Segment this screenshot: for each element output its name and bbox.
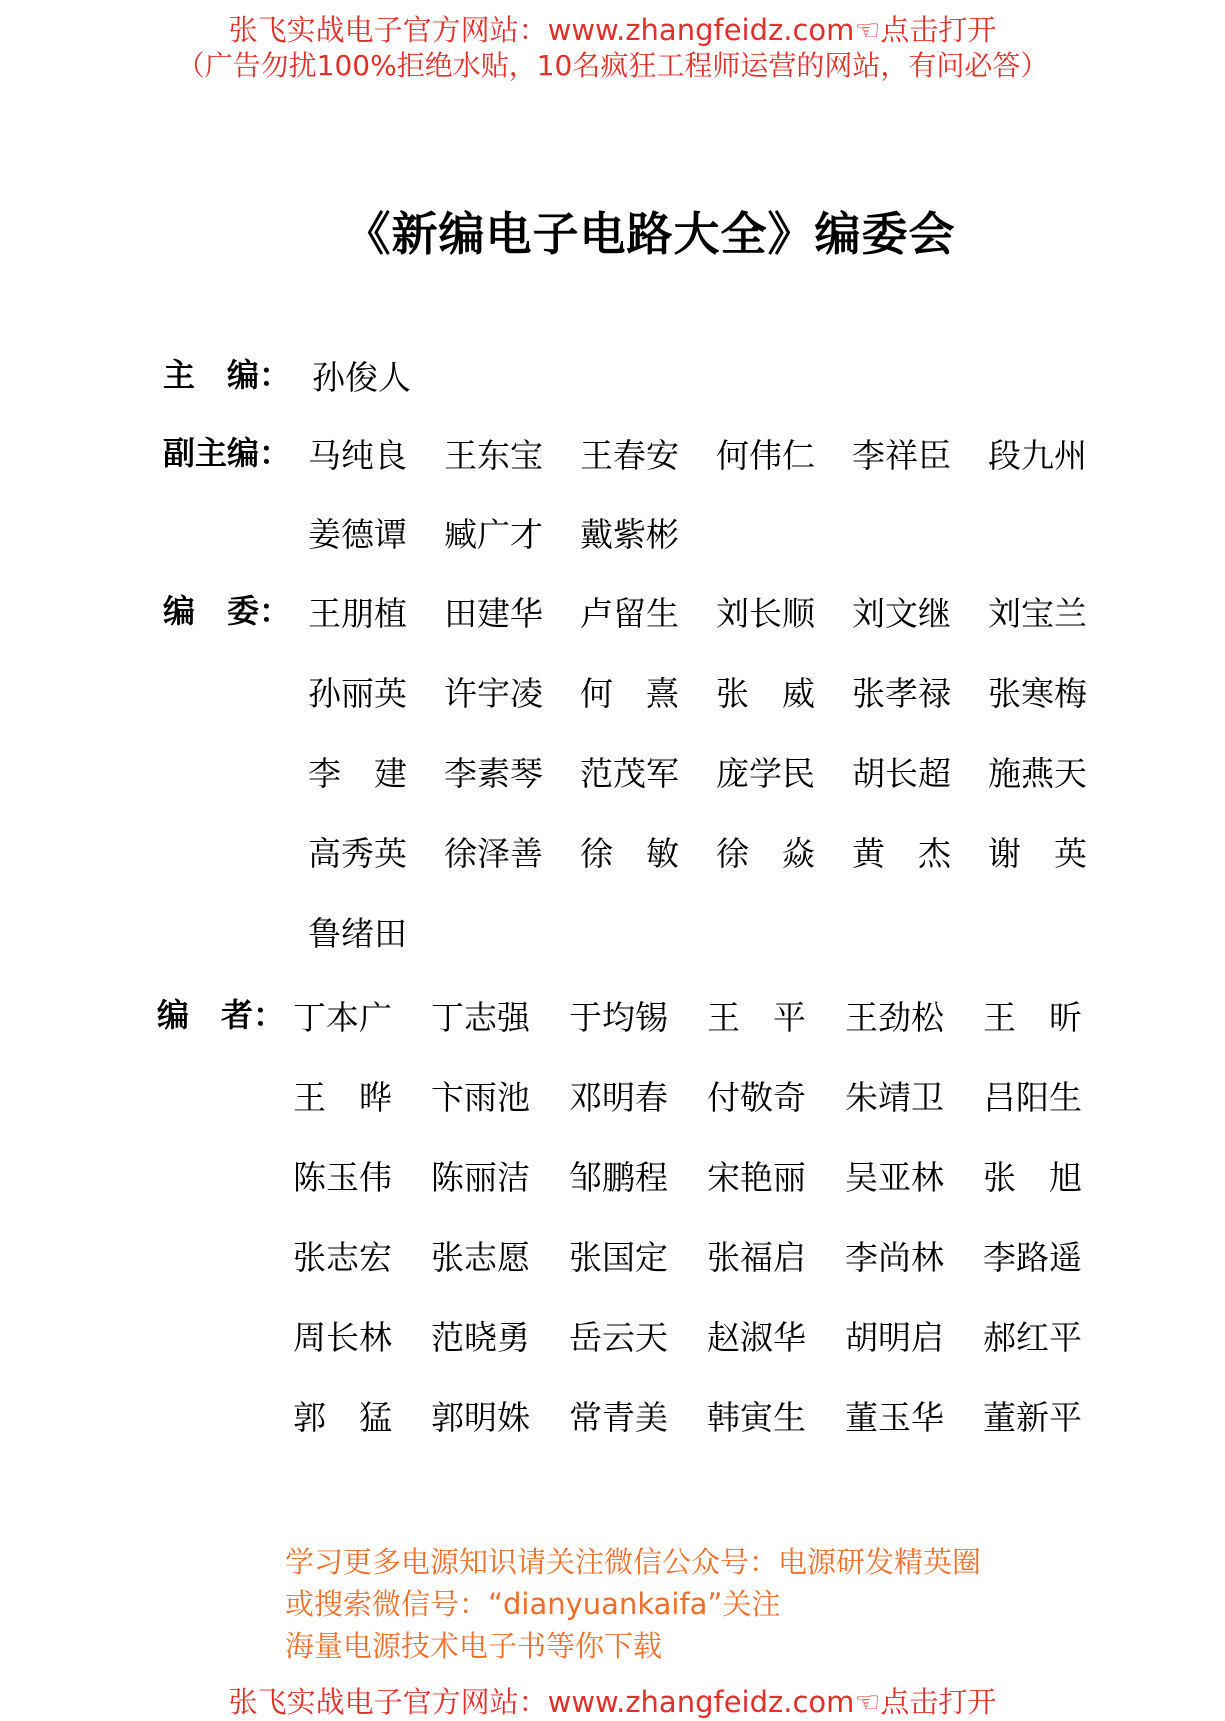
author-name: 吴亚林: [845, 1158, 944, 1197]
deputy-editor-name: 王春安: [580, 436, 679, 475]
promo-line-1: 学习更多电源知识请关注微信公众号：电源研发精英圈: [285, 1545, 982, 1579]
author-name: 付敬奇: [707, 1078, 806, 1117]
committee-member-name: 高秀英: [308, 834, 407, 873]
committee-member-name: 谢 英: [988, 834, 1087, 873]
author-name: 卞雨池: [431, 1078, 530, 1117]
committee-member-name: 施燕天: [988, 754, 1087, 793]
author-name: 胡明启: [845, 1318, 944, 1357]
author-name: 董玉华: [845, 1398, 944, 1437]
author-name: 王 晔: [293, 1078, 392, 1117]
author-name: 朱靖卫: [845, 1078, 944, 1117]
author-name: 陈玉伟: [293, 1158, 392, 1197]
committee-member-name: 刘长顺: [716, 594, 815, 633]
author-name: 郭 猛: [293, 1398, 392, 1437]
author-name: 张国定: [569, 1238, 668, 1277]
role-label-chief-editor: 主 编：: [163, 356, 292, 394]
author-name: 郝红平: [983, 1318, 1082, 1357]
committee-member-name: 徐 敏: [580, 834, 679, 873]
committee-member-name: 刘文继: [852, 594, 951, 633]
committee-member-name: 范茂军: [580, 754, 679, 793]
author-name: 丁志强: [431, 998, 530, 1037]
deputy-editor-name: 马纯良: [308, 436, 407, 475]
committee-member-name: 黄 杰: [852, 834, 951, 873]
deputy-editor-name: 李祥臣: [852, 436, 951, 475]
author-name: 周长林: [293, 1318, 392, 1357]
chief-editor-name: 孙俊人: [312, 358, 411, 397]
page-title: 《新编电子电路大全》编委会: [344, 207, 956, 261]
committee-member-name: 徐泽善: [444, 834, 543, 873]
committee-member-name: 鲁绪田: [308, 914, 407, 953]
author-name: 王劲松: [845, 998, 944, 1037]
deputy-editor-name: 戴紫彬: [580, 515, 679, 554]
author-name: 李路遥: [983, 1238, 1082, 1277]
committee-member-name: 张寒梅: [988, 674, 1087, 713]
author-name: 丁本广: [293, 998, 392, 1037]
committee-member-name: 庞学民: [716, 754, 815, 793]
author-name: 董新平: [983, 1398, 1082, 1437]
deputy-editor-name: 臧广才: [444, 515, 543, 554]
author-name: 吕阳生: [983, 1078, 1082, 1117]
deputy-editor-name: 姜德谭: [308, 515, 407, 554]
author-name: 邓明春: [569, 1078, 668, 1117]
committee-member-name: 李 建: [308, 754, 407, 793]
committee-member-name: 孙丽英: [308, 674, 407, 713]
author-name: 宋艳丽: [707, 1158, 806, 1197]
author-name: 常青美: [569, 1398, 668, 1437]
author-name: 王 昕: [983, 998, 1082, 1037]
committee-member-name: 王朋植: [308, 594, 407, 633]
role-label-committee: 编 委：: [163, 592, 292, 630]
promo-line-3: 海量电源技术电子书等你下载: [285, 1629, 663, 1663]
author-name: 韩寅生: [707, 1398, 806, 1437]
author-name: 张志宏: [293, 1238, 392, 1277]
author-name: 张 旭: [983, 1158, 1082, 1197]
bottom-ad-link[interactable]: 张飞实战电子官方网站：www.zhangfeidz.com☜点击打开: [228, 1685, 997, 1719]
author-name: 张志愿: [431, 1238, 530, 1277]
deputy-editor-name: 王东宝: [444, 436, 543, 475]
role-label-deputy-editors: 副主编：: [163, 434, 292, 472]
committee-member-name: 田建华: [444, 594, 543, 633]
committee-member-name: 张孝禄: [852, 674, 951, 713]
author-name: 王 平: [707, 998, 806, 1037]
promo-line-2: 或搜索微信号：“dianyuankaifa”关注: [285, 1587, 781, 1621]
deputy-editor-name: 何伟仁: [716, 436, 815, 475]
committee-member-name: 许宇凌: [444, 674, 543, 713]
author-name: 邹鹏程: [569, 1158, 668, 1197]
author-name: 陈丽洁: [431, 1158, 530, 1197]
committee-member-name: 卢留生: [580, 594, 679, 633]
author-name: 张福启: [707, 1238, 806, 1277]
top-ad-link[interactable]: 张飞实战电子官方网站：www.zhangfeidz.com☜点击打开: [228, 13, 997, 47]
committee-member-name: 胡长超: [852, 754, 951, 793]
author-name: 于均锡: [569, 998, 668, 1037]
committee-member-name: 徐 焱: [716, 834, 815, 873]
committee-member-name: 刘宝兰: [988, 594, 1087, 633]
author-name: 范晓勇: [431, 1318, 530, 1357]
role-label-authors: 编 者：: [157, 996, 286, 1034]
committee-member-name: 何 熹: [580, 674, 679, 713]
author-name: 李尚林: [845, 1238, 944, 1277]
deputy-editor-name: 段九州: [988, 436, 1087, 475]
committee-member-name: 张 威: [716, 674, 815, 713]
author-name: 赵淑华: [707, 1318, 806, 1357]
top-ad-notice: （广告勿扰100%拒绝水贴，10名疯狂工程师运营的网站，有问必答）: [176, 49, 1049, 82]
author-name: 郭明姝: [431, 1398, 530, 1437]
author-name: 岳云天: [569, 1318, 668, 1357]
committee-member-name: 李素琴: [444, 754, 543, 793]
